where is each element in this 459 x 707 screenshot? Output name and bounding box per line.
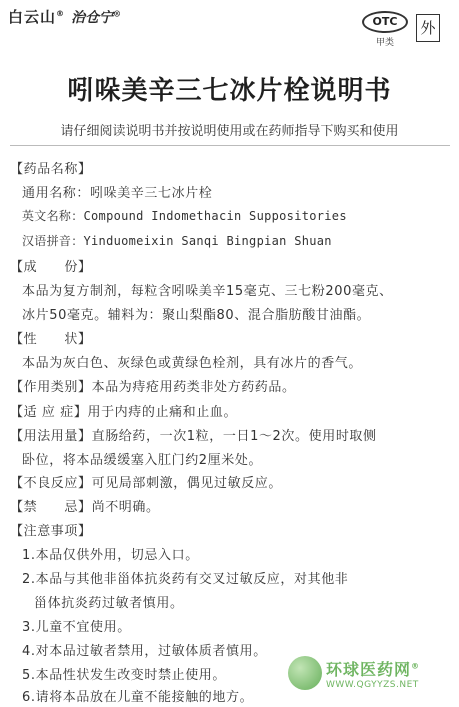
watermark-name	[326, 657, 420, 680]
pinyin-line: 汉语拼音：Yinduomeixin Sanqi Bingpian Shuan	[22, 234, 332, 248]
brand-sub-reg-mark: ®	[113, 7, 122, 18]
brand-header	[8, 6, 121, 27]
section-contraindications: 【禁 忌】尚不明确。	[10, 500, 160, 515]
ingredients-line-2: 冰片50毫克。辅料为：聚山梨酯80、混合脂肪酸甘油酯。	[22, 308, 371, 323]
precaution-2-cont: 甾体抗炎药过敏者慎用。	[34, 596, 184, 611]
otc-label: OTC	[362, 11, 408, 33]
watermark-text	[326, 657, 420, 690]
brand-sub-text: 治仓宁	[71, 9, 114, 26]
section-dosage: 【用法用量】直肠给药，一次1粒，一日1～2次。使用时取侧	[10, 429, 377, 444]
otc-category: 甲类	[375, 38, 394, 48]
document-subtitle: 请仔细阅读说明书并按说明使用或在药师指导下购买和使用	[60, 124, 399, 139]
globe-icon	[288, 656, 322, 690]
section-adverse-reactions: 【不良反应】可见局部刺激，偶见过敏反应。	[10, 476, 283, 491]
external-use-mark: 外	[416, 14, 440, 42]
brand-logo-zhicangning	[71, 7, 121, 27]
section-drug-name: 【药品名称】	[10, 162, 92, 177]
section-precautions: 【注意事项】	[10, 524, 92, 539]
precaution-6: 6.请将本品放在儿童不能接触的地方。	[22, 690, 254, 705]
ingredients-line-1: 本品为复方制剂，每粒含吲哚美辛15毫克、三七粉200毫克、	[22, 284, 393, 299]
precaution-2: 2.本品与其他非甾体抗炎药有交叉过敏反应，对其他非	[22, 572, 349, 587]
watermark-reg-mark: ®	[411, 661, 421, 671]
brand-main-text: 白云山	[8, 8, 57, 26]
precaution-3: 3.儿童不宜使用。	[22, 620, 131, 635]
precaution-5: 5.本品性状发生改变时禁止使用。	[22, 668, 227, 683]
generic-name-line: 通用名称：吲哚美辛三七冰片栓	[22, 186, 213, 201]
brand-main-reg-mark: ®	[56, 9, 66, 18]
section-ingredients: 【成 份】	[10, 260, 92, 275]
document-title: 吲哚美辛三七冰片栓说明书	[67, 76, 392, 106]
watermark-name-text: 环球医药网	[326, 659, 412, 679]
precaution-4: 4.对本品过敏者禁用，过敏体质者慎用。	[22, 644, 267, 659]
section-category: 【作用类别】本品为痔疮用药类非处方药药品。	[10, 380, 296, 395]
divider	[10, 145, 450, 146]
english-name-line: 英文名称：Compound Indomethacin Suppositories	[22, 209, 347, 223]
site-watermark	[288, 647, 454, 699]
brand-logo-baiyunshan	[8, 6, 65, 27]
watermark-url: WWW.QGYYZS.NET	[326, 679, 419, 690]
appearance-line: 本品为灰白色、灰绿色或黄绿色栓剂，具有冰片的香气。	[22, 356, 363, 371]
otc-badge	[360, 10, 410, 48]
section-appearance: 【性 状】	[10, 332, 92, 347]
section-indications: 【适 应 症】用于内痔的止痛和止血。	[10, 405, 238, 420]
dosage-line-2: 卧位，将本品缓缓塞入肛门约2厘米处。	[22, 453, 263, 468]
precaution-1: 1.本品仅供外用，切忌入口。	[22, 548, 199, 563]
